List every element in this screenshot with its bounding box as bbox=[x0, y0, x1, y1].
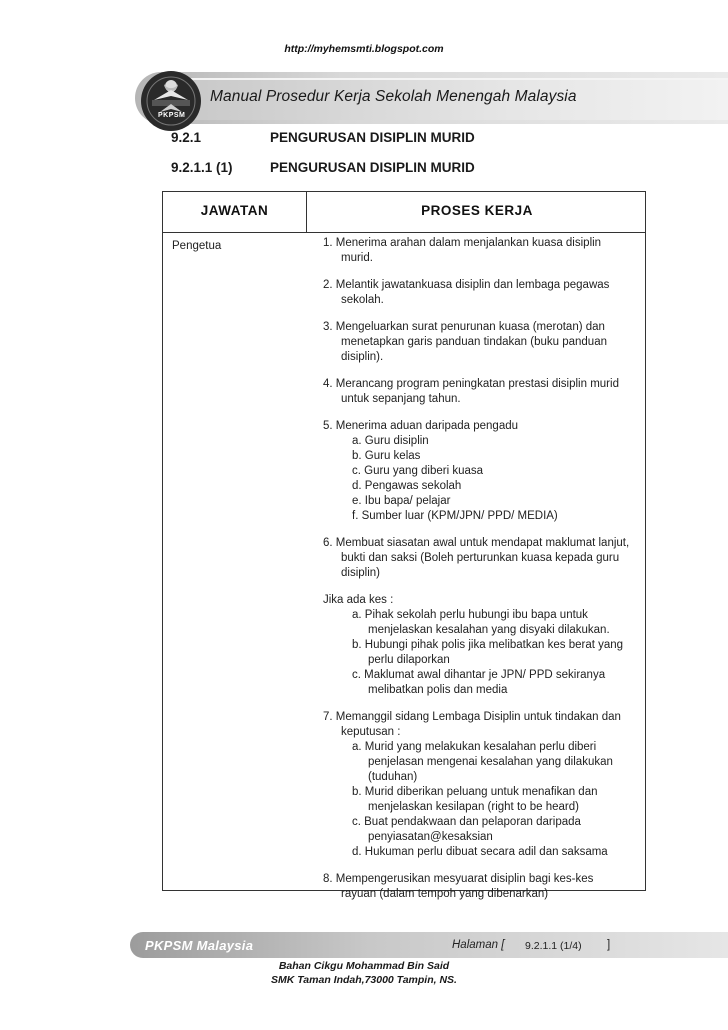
sub-item-line: d. Hukuman perlu dibuat secara adil dan saksama bbox=[352, 846, 608, 858]
section-title-2: PENGURUSAN DISIPLIN MURID bbox=[270, 160, 475, 175]
sub-item-line: c. Maklumat awal dihantar je JPN/ PPD sekiranya bbox=[352, 669, 606, 681]
step-line: keputusan : bbox=[341, 726, 401, 738]
process-step bbox=[323, 419, 645, 524]
step-line: 7. Memanggil sidang Lembaga Disiplin untuk tindakan dan bbox=[323, 711, 621, 723]
process-step bbox=[323, 236, 645, 266]
sub-item-line: b. Guru kelas bbox=[352, 450, 421, 462]
banner-title: Manual Prosedur Kerja Sekolah Menengah Malaysia bbox=[210, 88, 577, 105]
role-cell: Pengetua bbox=[172, 240, 222, 252]
pkpsm-logo-icon bbox=[140, 70, 202, 132]
process-step bbox=[323, 710, 645, 860]
footer-close-bracket: ] bbox=[607, 939, 611, 951]
step-sub-item bbox=[323, 449, 645, 464]
step-line: 8. Mempengerusikan mesyuarat disiplin bagi kes-kes bbox=[323, 873, 594, 885]
sub-item-line: b. Hubungi pihak polis jika melibatkan kes berat yang bbox=[352, 639, 624, 651]
step-line: sekolah. bbox=[341, 294, 384, 306]
step-line: disiplin). bbox=[341, 351, 384, 363]
step-line: 5. Menerima aduan daripada pengadu bbox=[323, 420, 519, 432]
sub-item-line: b. Murid diberikan peluang untuk menafikan dan bbox=[352, 786, 598, 798]
table-header-row bbox=[163, 192, 645, 233]
sub-item-line: melibatkan polis dan media bbox=[368, 684, 508, 696]
step-sub-item bbox=[323, 668, 645, 698]
sub-item-line: penyiasatan@kesaksian bbox=[368, 831, 493, 843]
column-header-jawatan: JAWATAN bbox=[200, 203, 269, 218]
sub-item-line: (tuduhan) bbox=[368, 771, 418, 783]
step-sub-item bbox=[323, 464, 645, 479]
step-line: bukti dan saksi (Boleh perturunkan kuasa kepada guru bbox=[341, 552, 620, 564]
sub-item-line: d. Pengawas sekolah bbox=[352, 480, 462, 492]
step-sub-item bbox=[323, 434, 645, 449]
process-step bbox=[323, 593, 645, 698]
process-step bbox=[323, 278, 645, 308]
process-step bbox=[323, 320, 645, 365]
header-banner bbox=[135, 72, 728, 124]
sub-item-line: e. Ibu bapa/ pelajar bbox=[352, 495, 451, 507]
process-table bbox=[162, 191, 646, 900]
step-sub-item bbox=[323, 509, 645, 524]
step-line: untuk sepanjang tahun. bbox=[341, 393, 461, 405]
sub-item-line: a. Murid yang melakukan kesalahan perlu diberi bbox=[352, 741, 597, 753]
step-line: 2. Melantik jawatankuasa disiplin dan lembaga pegawas bbox=[323, 279, 610, 291]
logo-text: PKPSM bbox=[158, 112, 186, 119]
section-number-2: 9.2.1.1 (1) bbox=[171, 160, 233, 175]
credit-line-1: Bahan Cikgu Mohammad Bin Said bbox=[278, 960, 450, 972]
sub-item-line: perlu dilaporkan bbox=[368, 654, 450, 666]
footer-page-code: 9.2.1.1 (1/4) bbox=[525, 940, 582, 952]
step-line: 3. Mengeluarkan surat penurunan kuasa (merotan) dan bbox=[323, 321, 605, 333]
sub-item-line: menjelaskan kesalahan yang disyaki dilakukan. bbox=[368, 624, 610, 636]
step-sub-item bbox=[323, 638, 645, 668]
step-line: disiplin) bbox=[341, 567, 380, 579]
sub-item-line: c. Guru yang diberi kuasa bbox=[352, 465, 484, 477]
process-steps-list bbox=[323, 236, 645, 914]
step-sub-item bbox=[323, 494, 645, 509]
step-line: 6. Membuat siasatan awal untuk mendapat maklumat lanjut, bbox=[323, 537, 630, 549]
header-url: http://myhemsmti.blogspot.com bbox=[284, 43, 444, 55]
sub-item-line: f. Sumber luar (KPM/JPN/ PPD/ MEDIA) bbox=[352, 510, 558, 522]
step-line: rayuan (dalam tempoh yang dibenarkan) bbox=[341, 888, 549, 900]
sub-item-line: penjelasan mengenai kesalahan yang dilakukan bbox=[368, 756, 613, 768]
step-line: 4. Merancang program peningkatan prestasi disiplin murid bbox=[323, 378, 619, 390]
step-line: Jika ada kes : bbox=[323, 594, 394, 606]
process-step bbox=[323, 872, 645, 902]
step-sub-item bbox=[323, 740, 645, 785]
step-line: menetapkan garis panduan tindakan (buku panduan bbox=[341, 336, 607, 348]
section-title-1: PENGURUSAN DISIPLIN MURID bbox=[270, 130, 475, 145]
footer-halaman-label: Halaman [ bbox=[452, 939, 505, 951]
credit-line-2: SMK Taman Indah,73000 Tampin, NS. bbox=[271, 974, 457, 986]
column-header-proses-kerja: PROSES KERJA bbox=[421, 203, 533, 218]
step-line: 1. Menerima arahan dalam menjalankan kuasa disiplin bbox=[323, 237, 602, 249]
step-sub-item bbox=[323, 815, 645, 845]
sub-item-line: c. Buat pendakwaan dan pelaporan daripada bbox=[352, 816, 581, 828]
step-sub-item bbox=[323, 479, 645, 494]
process-step bbox=[323, 536, 645, 581]
sub-item-line: menjelaskan kesilapan (right to be heard) bbox=[368, 801, 579, 813]
step-sub-item bbox=[323, 845, 645, 860]
footer-brand: PKPSM Malaysia bbox=[145, 938, 254, 953]
process-step bbox=[323, 377, 645, 407]
section-number-1: 9.2.1 bbox=[171, 130, 202, 145]
sub-item-line: a. Guru disiplin bbox=[352, 435, 429, 447]
step-line: murid. bbox=[341, 252, 373, 264]
step-sub-item bbox=[323, 785, 645, 815]
sub-item-line: a. Pihak sekolah perlu hubungi ibu bapa untuk bbox=[352, 609, 588, 621]
step-sub-item bbox=[323, 608, 645, 638]
